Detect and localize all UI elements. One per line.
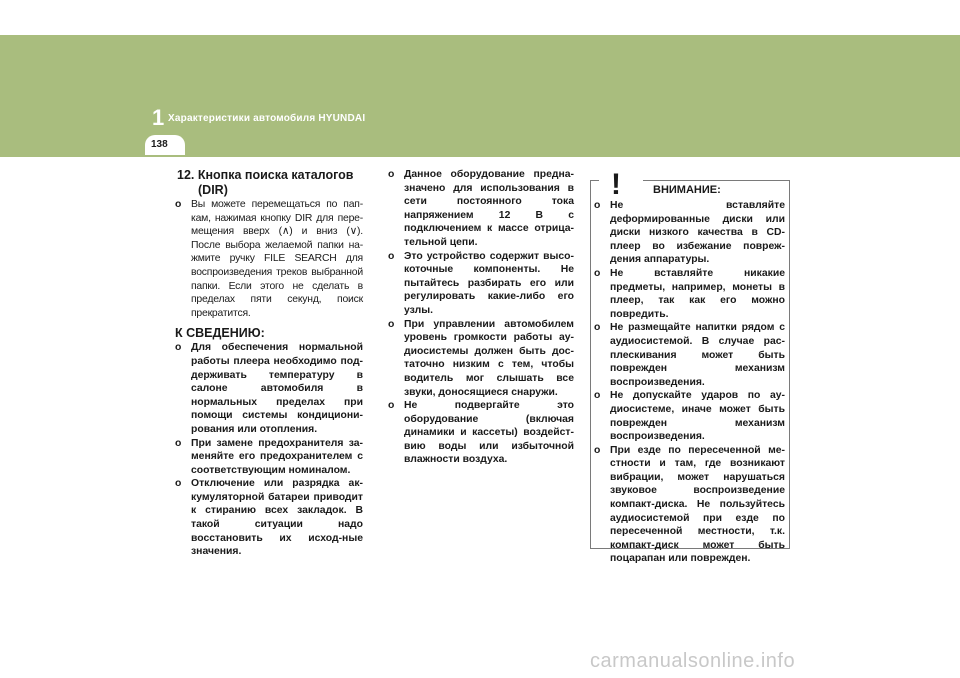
bullet-mark: o xyxy=(594,267,601,279)
warning-item-text: Не вставляйте никакие предметы, например, монеты в плеер, так как его можно повредить. xyxy=(610,267,785,320)
chapter-number: 1 xyxy=(152,105,165,130)
notice-item-text: Для обеспечения нормальной работы плеера необходимо под-держивать температуру в салоне автомобиля в нормальных пределах при помощи системы кондициони-рования или отопления. xyxy=(191,342,363,435)
warning-item xyxy=(594,267,785,321)
notice-item-text: При замене предохранителя за-меняйте его предохранителем с соответствующим номиналом. xyxy=(191,437,363,476)
info-item xyxy=(388,250,574,318)
bullet-mark: o xyxy=(594,200,601,211)
notice-item xyxy=(175,341,363,436)
warning-item-text: При езде по пересеченной ме-стности и там, где возникают вибрации, может нарушаться звуковое воспроизведение компакт-диска. Не пользуйтесь аудиосистемой при езде по пересеченной местности, т.к. компакт-диск может быть поцарапан или поврежден. xyxy=(610,444,785,565)
info-item-text: При управлении автомобилем уровень громкости работы ау-диосистемы должен быть дос-таточно низким с тем, чтобы водитель мог слышать все звуки, доносящиеся снаружи. xyxy=(404,318,574,398)
info-item xyxy=(388,318,574,400)
heading-text: 12. Кнопка поиска каталогов xyxy=(177,168,354,182)
header-band xyxy=(0,35,960,157)
info-item-text: Данное оборудование предна-значено для использования в сети постоянного тока напряжением 12 В с подключением к массе отрица-тельной цепи. xyxy=(404,169,574,248)
bullet-mark: o xyxy=(388,169,395,180)
bullet-mark: o xyxy=(175,478,182,490)
bullet-mark: o xyxy=(388,318,395,330)
chapter-title: Характеристики автомобиля HYUNDAI xyxy=(168,113,366,124)
notice-item-text: Отключение или разрядка ак-кумуляторной батареи приводит к стиранию всех закладок. В такой ситуации надо восстановить их исход-ные значения. xyxy=(191,478,363,558)
bullet-mark: o xyxy=(175,199,182,210)
bullet-mark: o xyxy=(388,250,395,262)
notice-item xyxy=(175,437,363,478)
warning-items xyxy=(594,199,785,566)
bullet-mark: o xyxy=(594,390,601,402)
warning-item xyxy=(594,444,785,566)
warning-item xyxy=(594,321,785,389)
warning-item xyxy=(594,199,785,267)
svg-text:!: ! xyxy=(611,168,621,198)
heading-sub: (DIR) xyxy=(198,183,228,197)
exclamation-icon xyxy=(599,168,639,198)
warning-icon-wrap xyxy=(599,168,643,198)
page-number: 138 xyxy=(151,139,168,150)
info-item xyxy=(388,168,574,250)
bullet-mark: o xyxy=(175,342,182,354)
info-item-text: Не подвергайте это оборудование (включая динамики и кассеты) воздейст-вию воды или избыточной влажности воздуха. xyxy=(404,400,574,466)
warning-item-text: Не вставляйте деформированные диски или диски низкого качества в CD-плеер во избежание повреж-дения аппаратуры. xyxy=(610,200,785,266)
dir-item xyxy=(175,198,363,320)
notice-item xyxy=(175,477,363,559)
bullet-mark: o xyxy=(175,437,182,449)
bullet-mark: o xyxy=(594,444,601,456)
column-2 xyxy=(388,168,574,467)
notice-heading: К СВЕДЕНИЮ: xyxy=(175,326,265,341)
watermark: carmanualsonline.info xyxy=(590,650,796,672)
bullet-mark: o xyxy=(594,322,601,334)
warning-title: ВНИМАНИЕ: xyxy=(653,184,721,196)
info-item-text: Это устройство содержит высо-коточные компоненты. Не пытайтесь разбирать его или регулировать какие-либо его узлы. xyxy=(404,250,574,316)
warning-item-text: Не размещайте напитки рядом с аудиосистемой. В случае рас-плескивания может быть поврежден механизм воспроизведения. xyxy=(610,322,785,388)
warning-item-text: Не допускайте ударов по ау-диосистеме, иначе может быть поврежден механизм воспроизведения. xyxy=(610,390,785,443)
dir-item-text: Вы можете перемещаться по пап-кам, нажимая кнопку DIR для пере-мещения вверх (∧) и вниз (∨). После выбора желаемой папки на-жмите ручку FILE SEARCH для воспроизведения треков выбранной папки. Если этого не сделать в пределах пяти секунд, поиск прекратится. xyxy=(191,199,363,319)
column-1 xyxy=(175,168,363,559)
section-heading-dir xyxy=(177,168,363,198)
info-item xyxy=(388,399,574,467)
warning-item xyxy=(594,389,785,443)
bullet-mark: o xyxy=(388,400,395,412)
